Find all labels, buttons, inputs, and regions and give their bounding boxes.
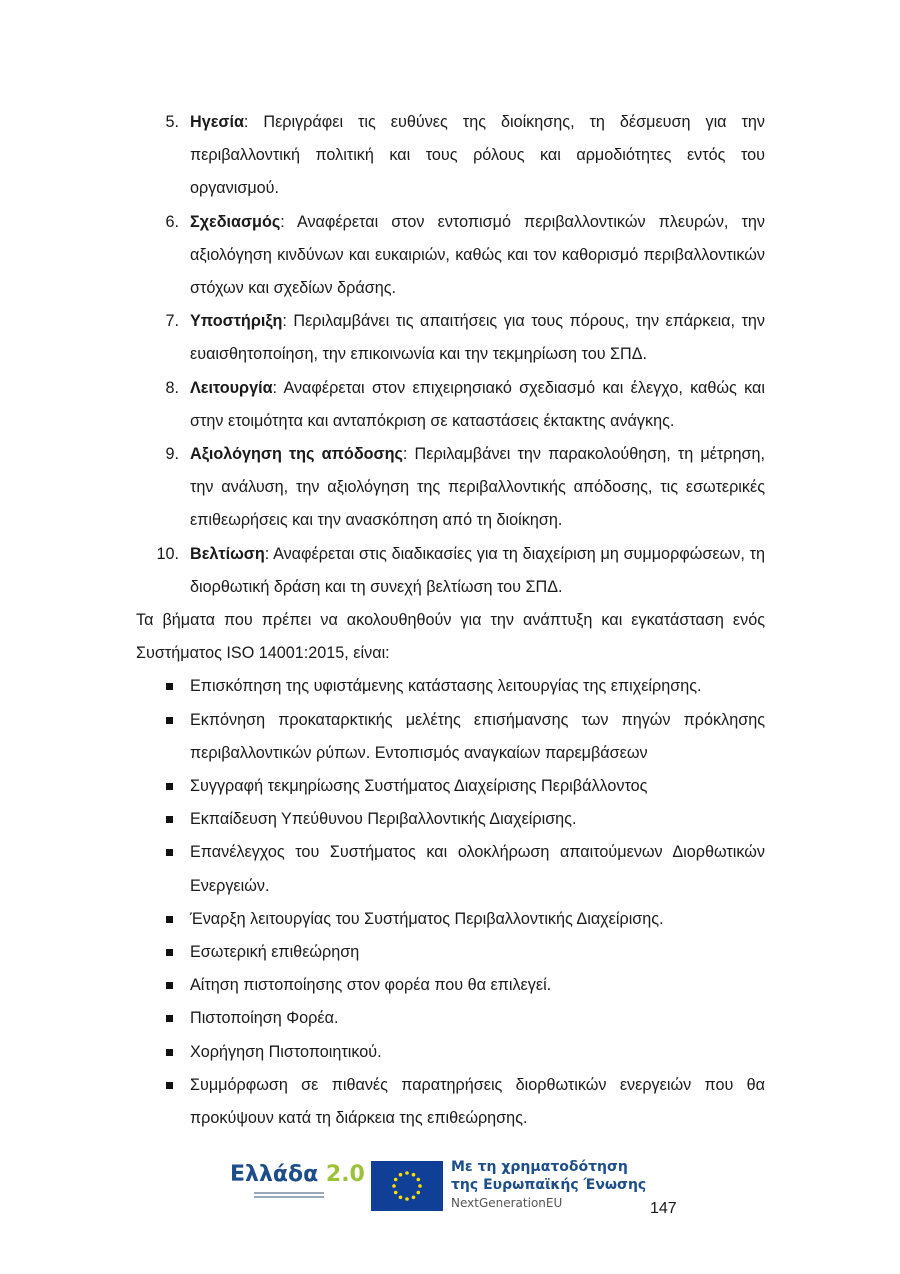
step-text: Πιστοποίηση Φορέα. [190, 1009, 339, 1028]
bullet-square-icon [166, 849, 173, 856]
step-text: Έναρξη λειτουργίας του Συστήματος Περιβαλλοντικής Διαχείρισης. [190, 909, 664, 928]
eu-flag-icon [371, 1161, 443, 1211]
list-item [136, 1069, 765, 1135]
step-text: Χορήγηση Πιστοποιητικού. [190, 1042, 382, 1061]
list-item [136, 670, 765, 703]
list-item [136, 969, 765, 1002]
step-text: Επισκόπηση της υφιστάμενης κατάστασης λειτουργίας της επιχείρησης. [190, 677, 702, 696]
eu-funding-line1: Με τη χρηματοδότηση [451, 1159, 628, 1175]
bullet-square-icon [166, 949, 173, 956]
page-number: 147 [650, 1200, 677, 1217]
bullet-square-icon [166, 683, 173, 690]
list-item [136, 836, 765, 902]
item-text: : Περιγράφει τις ευθύνες της διοίκησης, τη δέσμευση για την περιβαλλοντική πολιτική και τους ρόλους και αρμοδιότητες εντός του οργανισμού. [190, 113, 765, 198]
item-text: : Περιλαμβάνει τις απαιτήσεις για τους πόρους, την επάρκεια, την ευαισθητοποίηση, την επικοινωνία και την τεκμηρίωση του ΣΠΔ. [190, 312, 765, 364]
item-number: 7. [165, 312, 179, 331]
item-title: Βελτίωση [190, 544, 265, 563]
item-number: 5. [165, 113, 179, 131]
item-number: 8. [165, 378, 179, 397]
document-body [136, 106, 765, 1135]
intro-paragraph: Τα βήματα που πρέπει να ακολουθηθούν για την ανάπτυξη και εγκατάσταση ενός Συστήματος ISO 14001:2015, είναι: [136, 611, 765, 663]
item-text: : Περιλαμβάνει την παρακολούθηση, τη μέτρηση, την ανάλυση, την αξιολόγηση της περιβαλλοντικής απόδοσης, τις εσωτερικές επιθεωρήσεις και την ανασκόπηση από τη διοίκηση. [190, 445, 766, 530]
bullet-square-icon [166, 816, 173, 823]
ellada-logo-version: 2.0 [325, 1162, 365, 1187]
list-item [136, 803, 765, 836]
bullet-square-icon [166, 1049, 173, 1056]
item-title: Αξιολόγηση της απόδοσης [190, 445, 403, 464]
step-text: Αίτηση πιστοποίησης στον φορέα που θα επιλεγεί. [190, 976, 552, 995]
list-item [136, 903, 765, 936]
item-title: Υποστήριξη [190, 312, 283, 331]
step-text: Συγγραφή τεκμηρίωσης Συστήματος Διαχείρισης Περιβάλλοντος [190, 777, 648, 796]
item-number: 6. [165, 212, 179, 231]
steps-list [136, 670, 765, 1135]
list-item [136, 936, 765, 969]
bullet-square-icon [166, 982, 173, 989]
eu-funding-line2: της Ευρωπαϊκής Ένωσης [451, 1177, 647, 1193]
ellada-logo-subtitle-lines [254, 1192, 324, 1200]
list-item [136, 704, 765, 770]
item-title: Ηγεσία [190, 113, 244, 131]
step-text: Εκπαίδευση Υπεύθυνου Περιβαλλοντικής Διαχείρισης. [190, 810, 577, 829]
list-item [136, 538, 765, 604]
step-text: Συμμόρφωση σε πιθανές παρατηρήσεις διορθωτικών ενεργειών που θα προκύψουν κατά τη διάρκεια της επιθεώρησης. [190, 1075, 765, 1128]
ellada-logo-wordmark [230, 1162, 365, 1187]
step-text: Εκπόνηση προκαταρκτικής μελέτης επισήμανσης των πηγών πρόκλησης περιβαλλοντικών ρύπων. Εντοπισμός αναγκαίων παρεμβάσεων [190, 710, 765, 762]
item-number: 9. [165, 445, 179, 464]
list-item [136, 305, 765, 371]
eu-funding-text [451, 1158, 646, 1212]
item-text: : Αναφέρεται στις διαδικασίες για τη διαχείριση μη συμμορφώσεων, τη διορθωτική δράση και τη συνεχή βελτίωση του ΣΠΔ. [190, 544, 765, 596]
item-title: Λειτουργία [190, 378, 273, 397]
item-text: : Αναφέρεται στον επιχειρησιακό σχεδιασμό και έλεγχο, καθώς και στην ετοιμότητα και ανταπόκριση σε καταστάσεις έκτακτης ανάγκης. [190, 378, 765, 430]
item-title: Σχεδιασμός [190, 212, 281, 231]
ellada-2-0-logo [230, 1160, 365, 1208]
bullet-square-icon [166, 1015, 173, 1022]
list-item [136, 770, 765, 803]
page-footer [0, 1150, 900, 1230]
list-item [136, 1002, 765, 1035]
list-item [136, 106, 765, 206]
bullet-square-icon [166, 717, 173, 724]
list-item [136, 438, 765, 538]
list-item [136, 1036, 765, 1069]
bullet-square-icon [166, 783, 173, 790]
eu-funding-line3: NextGenerationEU [451, 1196, 563, 1210]
bullet-square-icon [166, 916, 173, 923]
ellada-logo-word: Ελλάδα [230, 1162, 319, 1187]
step-text: Επανέλεγχος του Συστήματος και ολοκλήρωση απαιτούμενων Διορθωτικών Ενεργειών. [190, 843, 765, 895]
item-number: 10. [156, 544, 179, 563]
list-item [136, 206, 765, 306]
item-text: : Αναφέρεται στον εντοπισμό περιβαλλοντικών πλευρών, την αξιολόγηση κινδύνων και ευκαιριών, καθώς και τον καθορισμό περιβαλλοντικών στόχων και σχεδίων δράσης. [190, 212, 765, 298]
step-text: Εσωτερική επιθεώρηση [190, 943, 360, 962]
list-item [136, 372, 765, 438]
bullet-square-icon [166, 1082, 173, 1089]
eu-stars-icon [371, 1161, 443, 1211]
numbered-list [136, 106, 765, 604]
